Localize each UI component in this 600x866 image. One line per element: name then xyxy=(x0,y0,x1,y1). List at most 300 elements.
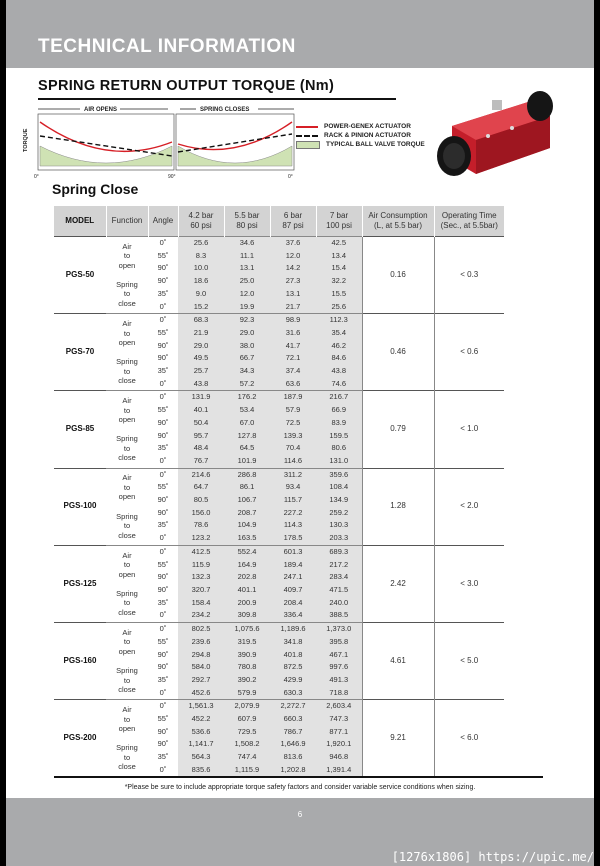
torque-value: 130.3 xyxy=(316,519,362,532)
torque-value: 98.9 xyxy=(270,314,316,327)
torque-value: 217.2 xyxy=(316,559,362,572)
torque-value: 401.8 xyxy=(270,649,316,662)
torque-value: 786.7 xyxy=(270,726,316,739)
torque-value: 10.0 xyxy=(178,262,224,275)
angle-cell: 0˚ xyxy=(148,623,178,636)
actuator-port xyxy=(510,126,514,130)
x-tick-left-90: 90° xyxy=(168,174,176,180)
table-row xyxy=(54,468,504,481)
torque-value: 57.9 xyxy=(270,404,316,417)
torque-value: 584.0 xyxy=(178,661,224,674)
torque-value: 64.7 xyxy=(178,481,224,494)
function-word: to xyxy=(123,405,131,415)
header-pressure-4: 7 bar 100 psi xyxy=(316,206,362,237)
angle-cell: 35˚ xyxy=(157,288,169,298)
torque-value: 70.4 xyxy=(270,442,316,455)
torque-value: 83.9 xyxy=(316,417,362,430)
torque-value: 15.2 xyxy=(178,301,224,314)
angle-cell: 0˚ xyxy=(159,455,167,465)
torque-value: 101.9 xyxy=(224,455,270,468)
function-word: Air xyxy=(122,396,132,406)
torque-value: 18.6 xyxy=(178,275,224,288)
torque-value: 80.6 xyxy=(316,442,362,455)
function-word: close xyxy=(118,298,136,308)
torque-value: 25.6 xyxy=(316,301,362,314)
torque-value: 747.4 xyxy=(224,751,270,764)
torque-value: 452.6 xyxy=(178,687,224,700)
torque-value: 1,561.3 xyxy=(178,700,224,713)
torque-value: 1,373.0 xyxy=(316,623,362,636)
torque-value: 813.6 xyxy=(270,751,316,764)
function-word: to xyxy=(123,560,131,570)
torque-value: 37.4 xyxy=(270,365,316,378)
torque-value: 780.8 xyxy=(224,661,270,674)
angle-cell: 35˚ xyxy=(157,752,169,762)
function-word: close xyxy=(118,762,136,772)
angle-cell: 0˚ xyxy=(148,545,178,558)
torque-value: 76.7 xyxy=(178,455,224,468)
torque-value: 108.4 xyxy=(316,481,362,494)
header-band xyxy=(6,0,594,68)
header-model: MODEL xyxy=(54,206,106,237)
table-row xyxy=(54,237,504,250)
torque-value: 127.8 xyxy=(224,430,270,443)
torque-value: 42.5 xyxy=(316,237,362,250)
torque-value: 1,391.4 xyxy=(316,764,362,777)
torque-value: 21.7 xyxy=(270,301,316,314)
header-pressure-2: 5.5 bar 80 psi xyxy=(224,206,270,237)
torque-value: 80.5 xyxy=(178,494,224,507)
torque-value: 12.0 xyxy=(224,288,270,301)
table-subtitle: Spring Close xyxy=(52,181,139,197)
torque-value: 67.0 xyxy=(224,417,270,430)
torque-value: 68.3 xyxy=(178,314,224,327)
torque-value: 25.0 xyxy=(224,275,270,288)
air-opens-label: AIR OPENS xyxy=(84,107,118,113)
torque-value: 234.2 xyxy=(178,609,224,622)
torque-value: 131.0 xyxy=(316,455,362,468)
function-cell-open xyxy=(106,545,148,584)
angle-cell: 90˚ xyxy=(157,649,169,659)
table-row xyxy=(54,545,504,558)
torque-value: 35.4 xyxy=(316,327,362,340)
table-body xyxy=(54,237,504,777)
torque-value: 176.2 xyxy=(224,391,270,404)
torque-value: 187.9 xyxy=(270,391,316,404)
torque-value: 66.9 xyxy=(316,404,362,417)
table-row xyxy=(54,391,504,404)
torque-table xyxy=(54,206,504,777)
function-word: to xyxy=(123,251,131,261)
torque-value: 997.6 xyxy=(316,661,362,674)
torque-value: 802.5 xyxy=(178,623,224,636)
torque-value: 46.2 xyxy=(316,340,362,353)
diagram-legend xyxy=(296,122,425,149)
torque-value: 41.7 xyxy=(270,340,316,353)
torque-value: 189.4 xyxy=(270,559,316,572)
torque-value: 114.3 xyxy=(270,519,316,532)
torque-value: 29.0 xyxy=(178,340,224,353)
torque-value: 15.5 xyxy=(316,288,362,301)
function-word: close xyxy=(118,453,136,463)
torque-value: 1,920.1 xyxy=(316,738,362,751)
torque-value: 1,075.6 xyxy=(224,623,270,636)
torque-value: 247.1 xyxy=(270,571,316,584)
torque-value: 203.3 xyxy=(316,532,362,545)
torque-value: 86.1 xyxy=(224,481,270,494)
torque-value: 40.1 xyxy=(178,404,224,417)
torque-value: 2,272.7 xyxy=(270,700,316,713)
angle-cell: 90˚ xyxy=(157,726,169,736)
angle-cell: 0˚ xyxy=(159,610,167,620)
torque-value: 74.6 xyxy=(316,378,362,391)
watermark: [1276x1806] https://upic.me/ xyxy=(391,850,594,864)
function-word: close xyxy=(118,530,136,540)
function-word: close xyxy=(118,376,136,386)
model-name: PGS-85 xyxy=(54,391,106,468)
torque-value: 64.5 xyxy=(224,442,270,455)
function-cell-close xyxy=(106,584,148,623)
torque-table-wrap xyxy=(54,206,504,777)
function-word: open xyxy=(118,569,136,579)
torque-value: 1,202.8 xyxy=(270,764,316,777)
function-word: open xyxy=(118,338,136,348)
section-title: SPRING RETURN OUTPUT TORQUE (Nm) xyxy=(38,78,335,94)
torque-value: 747.3 xyxy=(316,713,362,726)
torque-value: 835.6 xyxy=(178,764,224,777)
function-word: Spring xyxy=(116,588,138,598)
angle-cell: 90˚ xyxy=(157,572,169,582)
legend-item-genex xyxy=(296,122,425,131)
torque-value: 132.3 xyxy=(178,571,224,584)
angle-cell: 0˚ xyxy=(148,237,178,250)
function-cell-close xyxy=(106,738,148,776)
angle-cell: 90˚ xyxy=(157,507,169,517)
torque-value: 2,079.9 xyxy=(224,700,270,713)
function-word: open xyxy=(118,260,136,270)
model-name: PGS-70 xyxy=(54,314,106,391)
function-word: Spring xyxy=(116,743,138,753)
torque-value: 359.6 xyxy=(316,468,362,481)
angle-cell: 0˚ xyxy=(148,314,178,327)
torque-value: 158.4 xyxy=(178,597,224,610)
model-name: PGS-200 xyxy=(54,700,106,777)
function-word: close xyxy=(118,685,136,694)
model-name: PGS-50 xyxy=(54,237,106,314)
torque-value: 8.3 xyxy=(178,250,224,263)
angle-cell: 55˚ xyxy=(157,327,169,337)
operating-time-value: < 5.0 xyxy=(434,623,504,700)
angle-cell: 0˚ xyxy=(159,764,167,774)
operating-time-value: < 2.0 xyxy=(434,468,504,545)
torque-value: 564.3 xyxy=(178,751,224,764)
torque-value: 12.0 xyxy=(270,250,316,263)
actuator-end-cap-right xyxy=(527,91,553,121)
model-name: PGS-100 xyxy=(54,468,106,545)
torque-value: 31.6 xyxy=(270,327,316,340)
legend-label: RACK & PINION ACTUATOR xyxy=(324,132,411,139)
torque-value: 14.2 xyxy=(270,262,316,275)
green-area-swatch xyxy=(296,141,320,149)
model-name: PGS-160 xyxy=(54,623,106,700)
torque-value: 607.9 xyxy=(224,713,270,726)
operating-time-value: < 0.3 xyxy=(434,237,504,314)
operating-time-value: < 1.0 xyxy=(434,391,504,468)
torque-value: 104.9 xyxy=(224,519,270,532)
air-consumption-value: 4.61 xyxy=(362,623,434,700)
x-tick-right-0: 0° xyxy=(288,174,293,180)
table-header-row xyxy=(54,206,504,237)
torque-value: 214.6 xyxy=(178,468,224,481)
torque-value: 1,508.2 xyxy=(224,738,270,751)
header-operating-time: Operating Time (Sec., at 5.5bar) xyxy=(434,206,504,237)
function-word: to xyxy=(123,637,131,647)
torque-value: 25.7 xyxy=(178,365,224,378)
angle-cell: 55˚ xyxy=(157,250,169,260)
angle-cell: 35˚ xyxy=(157,520,169,530)
angle-cell: 0˚ xyxy=(148,468,178,481)
function-word: to xyxy=(123,443,131,453)
air-consumption-value: 0.79 xyxy=(362,391,434,468)
torque-value: 93.4 xyxy=(270,481,316,494)
torque-value: 395.8 xyxy=(316,636,362,649)
angle-cell: 90˚ xyxy=(157,495,169,505)
model-name: PGS-125 xyxy=(54,545,106,622)
torque-value: 53.4 xyxy=(224,404,270,417)
page-title: TECHNICAL INFORMATION xyxy=(38,36,296,57)
torque-value: 11.1 xyxy=(224,250,270,263)
function-word: Air xyxy=(122,473,132,483)
angle-cell: 0˚ xyxy=(159,687,167,697)
angle-cell: 55˚ xyxy=(157,714,169,724)
torque-value: 134.9 xyxy=(316,494,362,507)
angle-cell: 35˚ xyxy=(157,443,169,453)
torque-value: 240.0 xyxy=(316,597,362,610)
torque-value: 718.8 xyxy=(316,687,362,700)
torque-value: 552.4 xyxy=(224,545,270,558)
torque-value: 48.4 xyxy=(178,442,224,455)
torque-value: 32.2 xyxy=(316,275,362,288)
header-function: Function xyxy=(106,206,148,237)
function-cell-open xyxy=(106,391,148,430)
angle-cell: 90˚ xyxy=(157,430,169,440)
torque-value: 115.7 xyxy=(270,494,316,507)
torque-value: 412.5 xyxy=(178,545,224,558)
function-word: to xyxy=(123,289,131,299)
torque-value: 37.6 xyxy=(270,237,316,250)
function-word: close xyxy=(118,607,136,617)
torque-value: 452.2 xyxy=(178,713,224,726)
torque-value: 1,141.7 xyxy=(178,738,224,751)
air-consumption-value: 0.46 xyxy=(362,314,434,391)
function-word: Spring xyxy=(116,279,138,289)
header-pressure-1: 4.2 bar 60 psi xyxy=(178,206,224,237)
torque-value: 283.4 xyxy=(316,571,362,584)
torque-value: 208.4 xyxy=(270,597,316,610)
x-tick-left-0: 0° xyxy=(34,174,39,180)
torque-value: 202.8 xyxy=(224,571,270,584)
function-word: to xyxy=(123,714,131,724)
torque-value: 320.7 xyxy=(178,584,224,597)
torque-value: 689.3 xyxy=(316,545,362,558)
torque-value: 13.4 xyxy=(316,250,362,263)
torque-value: 471.5 xyxy=(316,584,362,597)
torque-value: 163.5 xyxy=(224,532,270,545)
function-cell-close xyxy=(106,507,148,546)
angle-cell: 55˚ xyxy=(157,636,169,646)
torque-value: 259.2 xyxy=(316,507,362,520)
torque-value: 34.3 xyxy=(224,365,270,378)
air-consumption-value: 1.28 xyxy=(362,468,434,545)
torque-value: 729.5 xyxy=(224,726,270,739)
function-word: Air xyxy=(122,319,132,329)
operating-time-value: < 0.6 xyxy=(434,314,504,391)
torque-value: 491.3 xyxy=(316,674,362,687)
torque-value: 178.5 xyxy=(270,532,316,545)
angle-cell: 35˚ xyxy=(157,597,169,607)
function-cell-close xyxy=(106,275,148,314)
function-word: open xyxy=(118,646,136,656)
dashed-line-swatch xyxy=(296,135,318,137)
torque-value: 115.9 xyxy=(178,559,224,572)
table-row xyxy=(54,623,504,636)
function-cell-open xyxy=(106,700,148,739)
angle-cell: 55˚ xyxy=(157,405,169,415)
angle-cell: 0˚ xyxy=(148,700,178,713)
air-consumption-value: 9.21 xyxy=(362,700,434,777)
operating-time-value: < 3.0 xyxy=(434,545,504,622)
torque-value: 630.3 xyxy=(270,687,316,700)
torque-value: 208.7 xyxy=(224,507,270,520)
torque-value: 21.9 xyxy=(178,327,224,340)
torque-axis-label: TORQUE xyxy=(23,128,29,152)
angle-cell: 90˚ xyxy=(157,417,169,427)
function-word: to xyxy=(123,366,131,376)
actuator-port xyxy=(486,134,490,138)
torque-value: 106.7 xyxy=(224,494,270,507)
angle-cell: 0˚ xyxy=(159,301,167,311)
function-cell-open xyxy=(106,314,148,353)
torque-value: 1,646.9 xyxy=(270,738,316,751)
function-word: Spring xyxy=(116,434,138,444)
page-number: 6 xyxy=(297,810,303,819)
function-word: to xyxy=(123,328,131,338)
function-word: to xyxy=(123,675,131,685)
torque-value: 84.6 xyxy=(316,352,362,365)
torque-value: 429.9 xyxy=(270,674,316,687)
angle-cell: 35˚ xyxy=(157,366,169,376)
angle-cell: 0˚ xyxy=(159,533,167,543)
torque-value: 19.9 xyxy=(224,301,270,314)
torque-diagram xyxy=(20,102,296,182)
torque-value: 95.7 xyxy=(178,430,224,443)
spring-closes-label: SPRING CLOSES xyxy=(200,107,250,113)
torque-value: 311.2 xyxy=(270,468,316,481)
angle-cell: 55˚ xyxy=(157,559,169,569)
angle-cell: 90˚ xyxy=(157,276,169,286)
document-page xyxy=(6,0,594,866)
function-cell-close xyxy=(106,661,148,700)
torque-value: 536.6 xyxy=(178,726,224,739)
torque-value: 286.8 xyxy=(224,468,270,481)
air-consumption-value: 0.16 xyxy=(362,237,434,314)
table-bottom-rule xyxy=(54,776,543,778)
angle-cell: 35˚ xyxy=(157,674,169,684)
torque-value: 139.3 xyxy=(270,430,316,443)
function-word: open xyxy=(118,724,136,734)
function-word: to xyxy=(123,482,131,492)
table-row xyxy=(54,700,504,713)
torque-value: 309.8 xyxy=(224,609,270,622)
torque-value: 294.8 xyxy=(178,649,224,662)
section-divider xyxy=(38,98,396,100)
torque-value: 15.4 xyxy=(316,262,362,275)
function-word: open xyxy=(118,492,136,502)
actuator-product-image xyxy=(432,88,556,188)
function-cell-open xyxy=(106,237,148,276)
function-word: Spring xyxy=(116,666,138,675)
torque-value: 159.5 xyxy=(316,430,362,443)
torque-value: 92.3 xyxy=(224,314,270,327)
angle-cell: 90˚ xyxy=(157,263,169,273)
function-word: Spring xyxy=(116,357,138,367)
torque-value: 49.5 xyxy=(178,352,224,365)
torque-value: 164.9 xyxy=(224,559,270,572)
torque-value: 336.4 xyxy=(270,609,316,622)
operating-time-value: < 6.0 xyxy=(434,700,504,777)
torque-value: 2,603.4 xyxy=(316,700,362,713)
torque-value: 9.0 xyxy=(178,288,224,301)
function-cell-close xyxy=(106,352,148,391)
torque-value: 877.1 xyxy=(316,726,362,739)
torque-value: 341.8 xyxy=(270,636,316,649)
function-word: Air xyxy=(122,550,132,560)
torque-value: 72.5 xyxy=(270,417,316,430)
footnote: *Please be sure to include appropriate torque safety factors and consider variable service conditions when sizing. xyxy=(124,784,476,791)
torque-value: 227.2 xyxy=(270,507,316,520)
air-consumption-value: 2.42 xyxy=(362,545,434,622)
torque-value: 29.0 xyxy=(224,327,270,340)
torque-value: 57.2 xyxy=(224,378,270,391)
torque-value: 1,189.6 xyxy=(270,623,316,636)
function-word: Spring xyxy=(116,511,138,521)
torque-value: 1,115.9 xyxy=(224,764,270,777)
torque-value: 239.6 xyxy=(178,636,224,649)
torque-value: 216.7 xyxy=(316,391,362,404)
torque-value: 27.3 xyxy=(270,275,316,288)
actuator-end-cap-inner xyxy=(443,143,465,169)
function-word: to xyxy=(123,752,131,762)
function-word: open xyxy=(118,415,136,425)
torque-value: 112.3 xyxy=(316,314,362,327)
legend-label: POWER-GENEX ACTUATOR xyxy=(324,123,411,130)
torque-value: 579.9 xyxy=(224,687,270,700)
legend-item-rack-pinion xyxy=(296,131,425,140)
angle-cell: 90˚ xyxy=(157,584,169,594)
torque-value: 43.8 xyxy=(316,365,362,378)
function-cell-open xyxy=(106,623,148,662)
torque-value: 25.6 xyxy=(178,237,224,250)
torque-value: 946.8 xyxy=(316,751,362,764)
function-word: Air xyxy=(122,241,132,251)
torque-value: 63.6 xyxy=(270,378,316,391)
torque-value: 131.9 xyxy=(178,391,224,404)
torque-value: 292.7 xyxy=(178,674,224,687)
function-word: to xyxy=(123,598,131,608)
torque-value: 114.6 xyxy=(270,455,316,468)
angle-cell: 0˚ xyxy=(148,391,178,404)
legend-item-ball-valve xyxy=(296,140,425,149)
